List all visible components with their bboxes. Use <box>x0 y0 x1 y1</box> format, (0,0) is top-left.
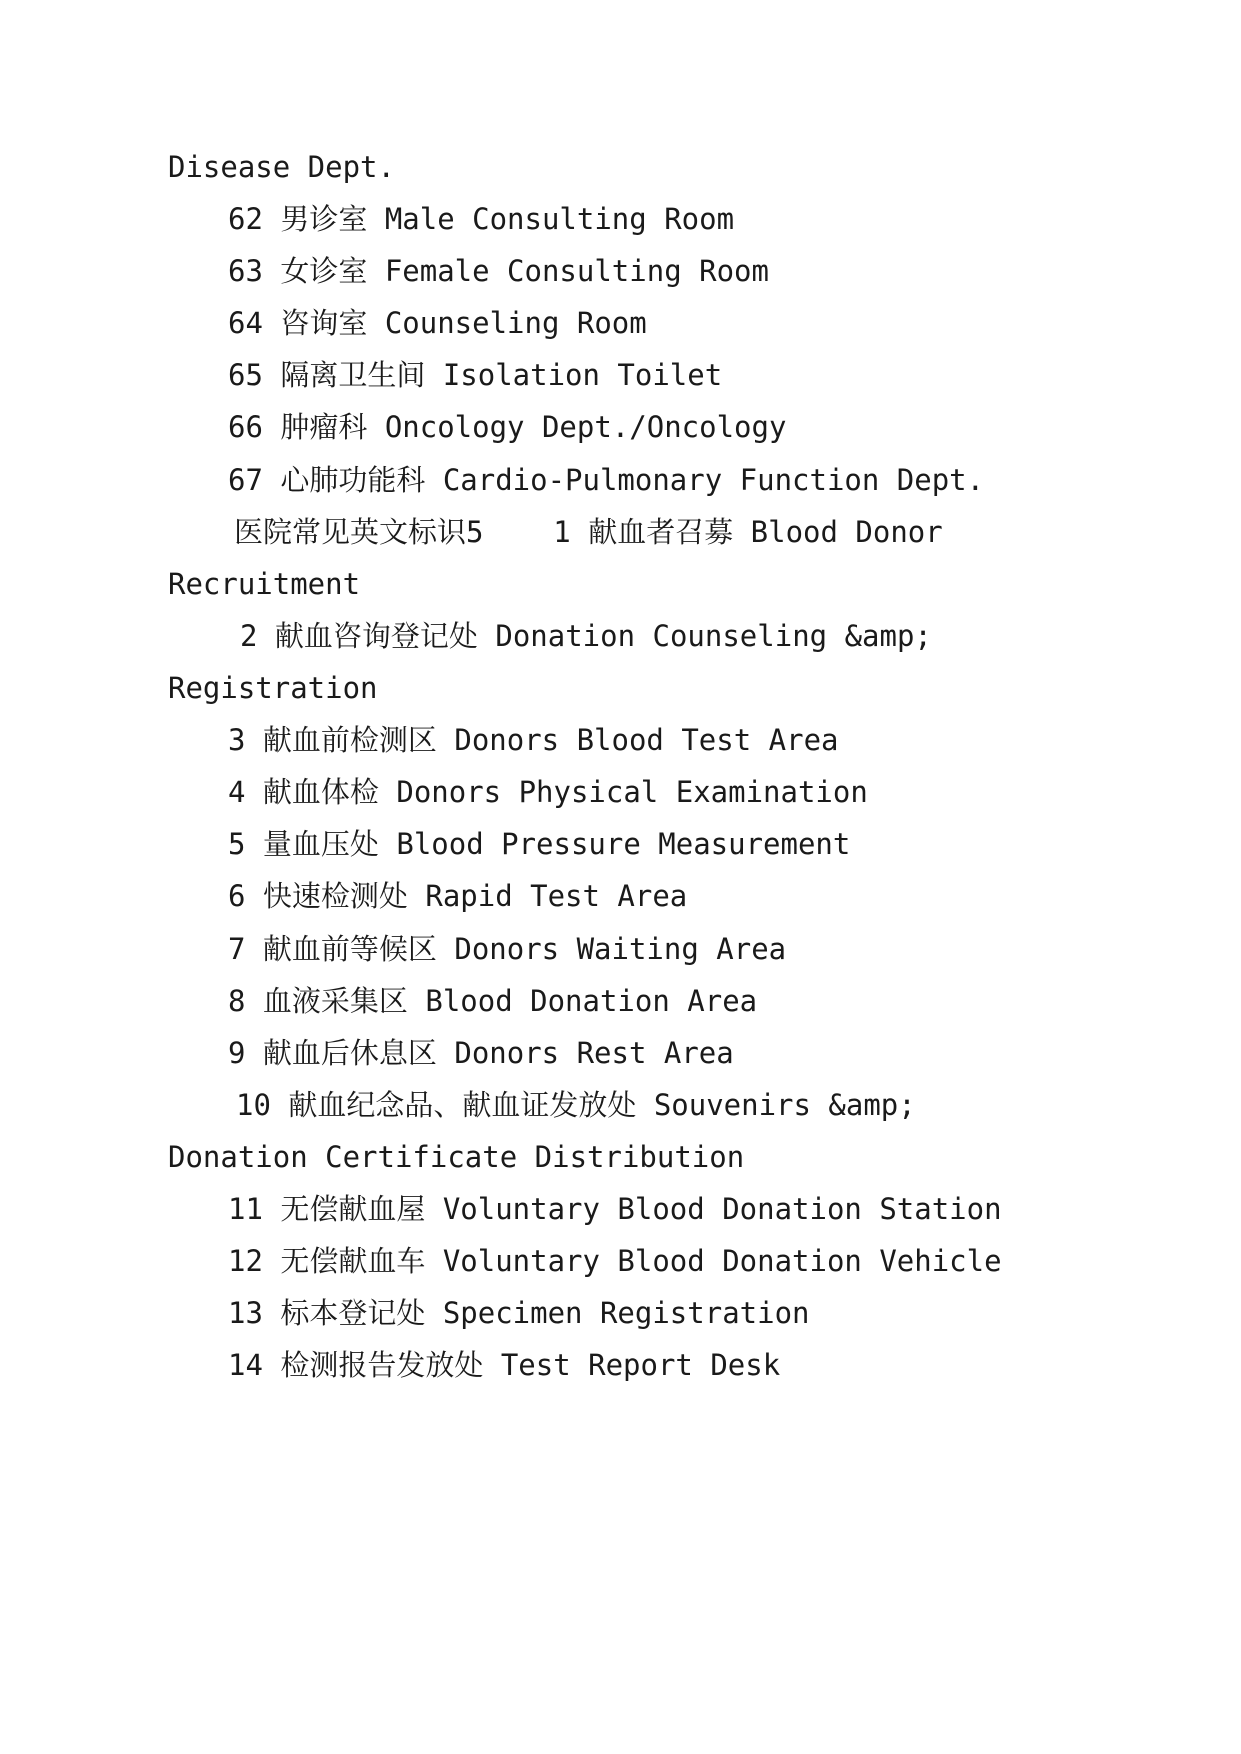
text-line: 13 标本登记处 Specimen Registration <box>228 1296 810 1330</box>
text-line: 3 献血前检测区 Donors Blood Test Area <box>228 723 839 757</box>
text-line: 65 隔离卫生间 Isolation Toilet <box>228 358 723 392</box>
text-line: 10 献血纪念品、献血证发放处 Souvenirs &amp; <box>236 1088 916 1122</box>
text-line: 5 量血压处 Blood Pressure Measurement <box>228 827 851 861</box>
text-line: 67 心肺功能科 Cardio-Pulmonary Function Dept. <box>228 463 985 497</box>
text-line: 62 男诊室 Male Consulting Room <box>228 202 735 236</box>
text-line: 7 献血前等候区 Donors Waiting Area <box>228 932 787 966</box>
text-line: 9 献血后休息区 Donors Rest Area <box>228 1036 734 1070</box>
text-line: 医院常见英文标识5 1 献血者召募 Blood Donor <box>234 515 943 549</box>
text-line: 11 无偿献血屋 Voluntary Blood Donation Station <box>228 1192 1002 1226</box>
text-line: 4 献血体检 Donors Physical Examination <box>228 775 868 809</box>
text-line: 2 献血咨询登记处 Donation Counseling &amp; <box>240 619 932 653</box>
text-line: 12 无偿献血车 Voluntary Blood Donation Vehicle <box>228 1244 1002 1278</box>
text-line: Registration <box>168 671 378 705</box>
text-line: Donation Certificate Distribution <box>168 1140 745 1174</box>
text-line: Recruitment <box>168 567 361 601</box>
text-line: 64 咨询室 Counseling Room <box>228 306 647 340</box>
text-line: 8 血液采集区 Blood Donation Area <box>228 984 758 1018</box>
text-line: 66 肿瘤科 Oncology Dept./Oncology <box>228 410 787 444</box>
text-line: 6 快速检测处 Rapid Test Area <box>228 879 688 913</box>
text-line: Disease Dept. <box>168 150 395 184</box>
text-line: 14 检测报告发放处 Test Report Desk <box>228 1348 781 1382</box>
text-line: 63 女诊室 Female Consulting Room <box>228 254 769 288</box>
